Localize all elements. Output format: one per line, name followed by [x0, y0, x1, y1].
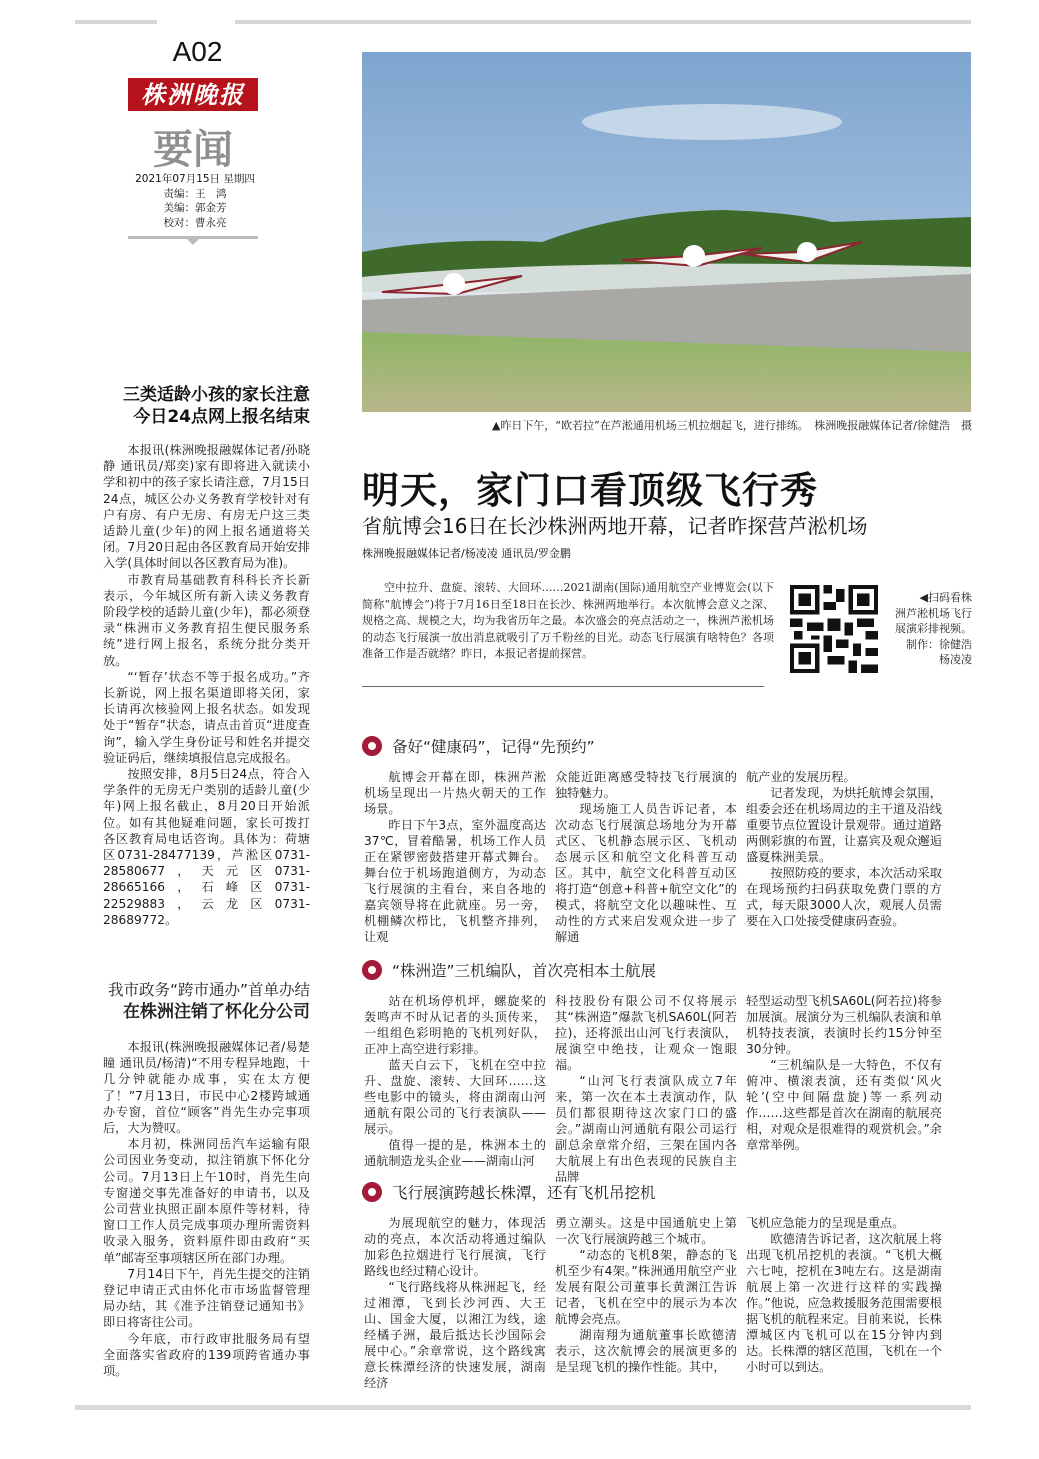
section-title: 要闻	[153, 126, 233, 173]
proofreader: 校对：曹永亮	[163, 216, 227, 229]
ring-bullet-icon	[362, 1182, 382, 1202]
qr-caption-line: ◀扫码看株	[919, 591, 972, 604]
article-headline-line: 今日24点网上报名结束	[133, 407, 310, 427]
photo-caption: ▲昨日下午，“欧若拉”在芦淞通用机场三机拉烟起飞，进行排练。 株洲晚报融媒体记者/徐健浩 摄	[491, 419, 972, 432]
article-paragraph: 众能近距离感受特技飞行展演的独特魅力。	[555, 770, 737, 800]
article-paragraph: 勇立潮头。这是中国通航史上第一次飞行展演跨越三个城市。	[555, 1216, 737, 1246]
main-subheadline: 省航博会16日在长沙株洲两地开幕，记者昨探营芦淞机场	[362, 514, 868, 538]
article-headline-line: 三类适龄小孩的家长注意	[123, 385, 310, 405]
section-title: 飞行展演跨越长株潭，还有飞机吊挖机	[392, 1184, 656, 1202]
issue-meta	[110, 172, 280, 230]
ring-bullet-icon	[362, 960, 382, 980]
article-paragraph: “山河飞行表演队成立7年来，第一次在本土表演动作，队员们都很期待这次家门口的盛会。”湖南山河通航有限公司运行副总余章常介绍，三架在国内各大航展上有出色表现的民族自主品牌	[555, 1074, 737, 1184]
main-byline: 株洲晚报融媒体记者/杨凌凌 通讯员/罗金鹏	[362, 547, 571, 560]
article-paragraph: 市教育局基础教育科科长齐长新表示，今年城区所有新入读义务教育阶段学校的适龄儿童(少年)，都必须登录“株洲市义务教育招生便民服务系统”进行网上报名，系统分批分类开放。	[103, 572, 310, 668]
article-paragraph: 本报讯(株洲晚报融媒体记者/孙晓静 通讯员/郑奕)家有即将进入就读小学和初中的孩子家长请注意，7月15日24点，城区公办义务教育学校针对有户有房、有户无房、有房无户这三类适龄儿童(少年)的网上报名通道将关闭。7月20日起由各区教育局开始安排入学(具体时间以各区教育局为准)。	[103, 443, 310, 571]
text-column	[555, 769, 737, 945]
text-column	[746, 1215, 942, 1375]
article-paragraph: 按照防疫的要求，本次活动采取在现场预约扫码获取免费门票的方式，每天限3000人次，观展人员需要在入口处接受健康码查验。	[746, 866, 942, 928]
article-paragraph: 科技股份有限公司不仅将展示其“株洲造”爆款飞机SA60L(阿若拉)，还将派出山河飞行表演队，展演空中绝技，让观众一饱眼福。	[555, 994, 737, 1072]
article-paragraph: 航产业的发展历程。	[746, 770, 856, 784]
top-rule-left	[75, 20, 157, 24]
issue-date: 2021年07月15日 星期四	[135, 173, 255, 185]
article-paragraph: “飞行路线将从株洲起飞，经过湘潭，飞到长沙河西、大王山、国金大厦，以湘江为线，途经橘子洲，最后抵达长沙国际会展中心。”余章常说，这个路线寓意长株潭经济的快速发展，湖南经济	[364, 1280, 546, 1390]
section-title: 备好“健康码”，记得“先预约”	[392, 738, 595, 756]
ring-bullet-icon	[362, 736, 382, 756]
text-column	[364, 1215, 546, 1391]
text-column	[364, 769, 546, 945]
text-column	[555, 1215, 737, 1375]
qr-caption-line: 展演彩排视频。	[895, 622, 972, 635]
article-paragraph: 本月初，株洲同岳汽车运输有限公司因业务变动，拟注销旗下怀化分公司。7月13日上午10时，肖先生向专窗递交事先准备好的申请书，以及公司营业执照正副本原件等材料，待窗口工作人员完成事项办理所需资料收录入服务，资料原件即由政府“买单”邮寄至事项辖区所在部门办理。	[103, 1137, 310, 1265]
chevron-divider	[128, 236, 258, 239]
section-heading	[362, 735, 595, 757]
qr-caption	[880, 590, 972, 668]
article-paragraph: 航博会开幕在即，株洲芦淞机场呈现出一片热火朝天的工作场景。	[364, 770, 546, 816]
section-heading	[362, 959, 656, 981]
article-paragraph: 本报讯(株洲晚报融媒体记者/易楚瞳 通讯员/杨清)“不用专程异地跑，十几分钟就能办成事，实在太方便了！”7月13日，市民中心2楼跨域通办专窗，首位“顾客”肖先生办完事项后，大为赞叹。	[103, 1040, 310, 1136]
article-paragraph: 飞机应急能力的呈现是重点。	[746, 1216, 905, 1230]
top-rule-right	[235, 20, 971, 24]
qr-code-icon[interactable]	[790, 585, 878, 673]
article-paragraph: 蓝天白云下，飞机在空中拉升、盘旋、滚转、大回环……这些电影中的镜头，将由湖南山河通航有限公司的飞行表演队——展示。	[364, 1058, 546, 1136]
main-headline: 明天，家门口看顶级飞行秀	[362, 469, 818, 512]
text-column	[746, 769, 942, 929]
bottom-rule	[75, 1405, 971, 1410]
article-paragraph: 站在机场停机坪，螺旋桨的轰鸣声不时从记者的头顶传来，一组组色彩明艳的飞机列好队，正冲上高空进行彩排。	[364, 994, 546, 1056]
article-paragraph: “‘暂存’状态不等于报名成功。”齐长新说，网上报名渠道即将关闭，家长请再次核验网上报名状态。如发现处于“暂存”状态，请点击首页“进度查询”，输入学生身份证号和姓名并提交验证码后，继续填报信息完成报名。	[103, 669, 310, 765]
editor: 责编：王 鸿	[163, 187, 227, 200]
article-paragraph: 7月14日下午，肖先生提交的注销登记申请正式由怀化市市场监督管理局办结，其《准予注销登记通知书》即日将寄往公司。	[103, 1266, 310, 1330]
section-heading	[362, 1181, 656, 1203]
left-article-1	[95, 384, 310, 928]
intro-paragraph: 空中拉升、盘旋、滚转、大回环……2021湖南(国际)通用航空产业博览会(以下简称“航博会”)将于7月16日至18日在长沙、株洲两地举行。本次航博会意义之深、规格之高、规模之大，均为我省历年之最。本次盛会的亮点活动之一，株洲芦淞机场的动态飞行展演一放出消息就吸引了万千粉丝的目光。动态飞行展演有啥特色？各项准备工作是否就绪？昨日，本报记者提前探营。	[362, 581, 774, 661]
article-paragraph: 轻型运动型飞机SA60L(阿若拉)将参加展演。展演分为三机编队表演和单机特技表演，表演时长约15分钟至30分钟。	[746, 994, 942, 1056]
left-article-2	[85, 980, 310, 1379]
qr-caption-line: 杨凌凌	[939, 653, 972, 666]
article-paragraph: 为展现航空的魅力，体现活动的亮点，本次活动将通过编队加彩色拉烟进行飞行展演，飞行路线也经过精心设计。	[364, 1216, 546, 1278]
airshow-photo	[362, 52, 971, 412]
aircraft-takeoff-image	[362, 52, 971, 412]
article-paragraph: 按照安排，8月5日24点，符合入学条件的无房无户类别的适龄儿童(少年)网上报名截止，8月20日开始派位。如有其他疑难问题，家长可拨打各区教育局电话咨询。具体为：荷塘区0731-28477139，芦淞区0731-28580677，天元区0731-28665166，石峰区0731-22529883，云龙区0731-28689772。	[103, 767, 310, 927]
page-number: A02	[172, 36, 223, 67]
article-paragraph: 今年底，市行政审批服务局有望全面落实省政府的139项跨省通办事项。	[103, 1331, 310, 1379]
article-paragraph: “动态的飞机8架，静态的飞机至少有4架。”株洲通用航空产业发展有限公司董事长黄渊江告诉记者，飞机在空中的展示为本次航博会亮点。	[555, 1248, 737, 1326]
intro-divider	[362, 686, 764, 687]
article-paragraph: 值得一提的是，株洲本土的通航制造龙头企业——湖南山河	[364, 1138, 546, 1168]
qr-caption-line: 制作：徐健浩	[906, 637, 972, 651]
article-paragraph: 欧德清告诉记者，这次航展上将出现飞机吊挖机的表演。“飞机大概六七吨，挖机在3吨左右。这是湖南航展上第一次进行这样的实践操作。”他说，应急救援服务范围需要根据飞机的航程来定。目前来说，长株潭城区内飞机可以在15分钟内到达。长株潭的辖区范围，飞机在一个小时可以到达。	[746, 1232, 942, 1374]
text-column	[555, 993, 737, 1185]
newspaper-logo: 株洲晚报	[128, 78, 258, 111]
article-headline-line: 在株洲注销了怀化分公司	[123, 1002, 310, 1022]
article-headline-line: 我市政务“跨市通办”首单办结	[107, 981, 310, 999]
section-title: “株洲造”三机编队，首次亮相本土航展	[392, 962, 657, 980]
article-paragraph: 昨日下午3点，室外温度高达37℃，冒着酷暑，机场工作人员正在紧锣密鼓搭建开幕式舞台。舞台位于机场跑道侧方，为动态飞行展演的主看台，来自各地的嘉宾领导将在此就座。另一旁，机棚鳞次栉比，飞机整齐排列，让观	[364, 818, 546, 944]
text-column	[364, 993, 546, 1169]
designer: 美编：郭金芳	[163, 202, 227, 214]
article-paragraph: 现场施工人员告诉记者，本次动态飞行展演总场地分为开幕式区、飞机静态展示区、飞机动态展示区和航空文化科普互动区。其中，航空文化科普互动区将打造“创意+科普+航空文化”的模式，将航空文化以趣味性、互动性的方式来启发观众进一步了解通	[555, 802, 737, 944]
article-paragraph: 湖南翔为通航董事长欧德清表示，这次航博会的展演更多的是呈现飞机的操作性能。其中，	[555, 1328, 737, 1374]
article-paragraph: “三机编队是一大特色，不仅有俯冲、横滚表演，还有类似‘风火轮’(空中间隔盘旋)等一系列动作……这些都是首次在湖南的航展亮相，对观众是很难得的观赏机会。”余章常举例。	[746, 1058, 942, 1152]
qr-caption-line: 洲芦淞机场飞行	[895, 606, 972, 620]
text-column	[746, 993, 942, 1153]
article-paragraph: 记者发现，为烘托航博会氛围，组委会还在机场周边的主干道及沿线重要节点位置设计景观带。通过道路两侧彩旗的布置，让嘉宾及观众邂逅盛夏株洲美景。	[746, 786, 942, 864]
